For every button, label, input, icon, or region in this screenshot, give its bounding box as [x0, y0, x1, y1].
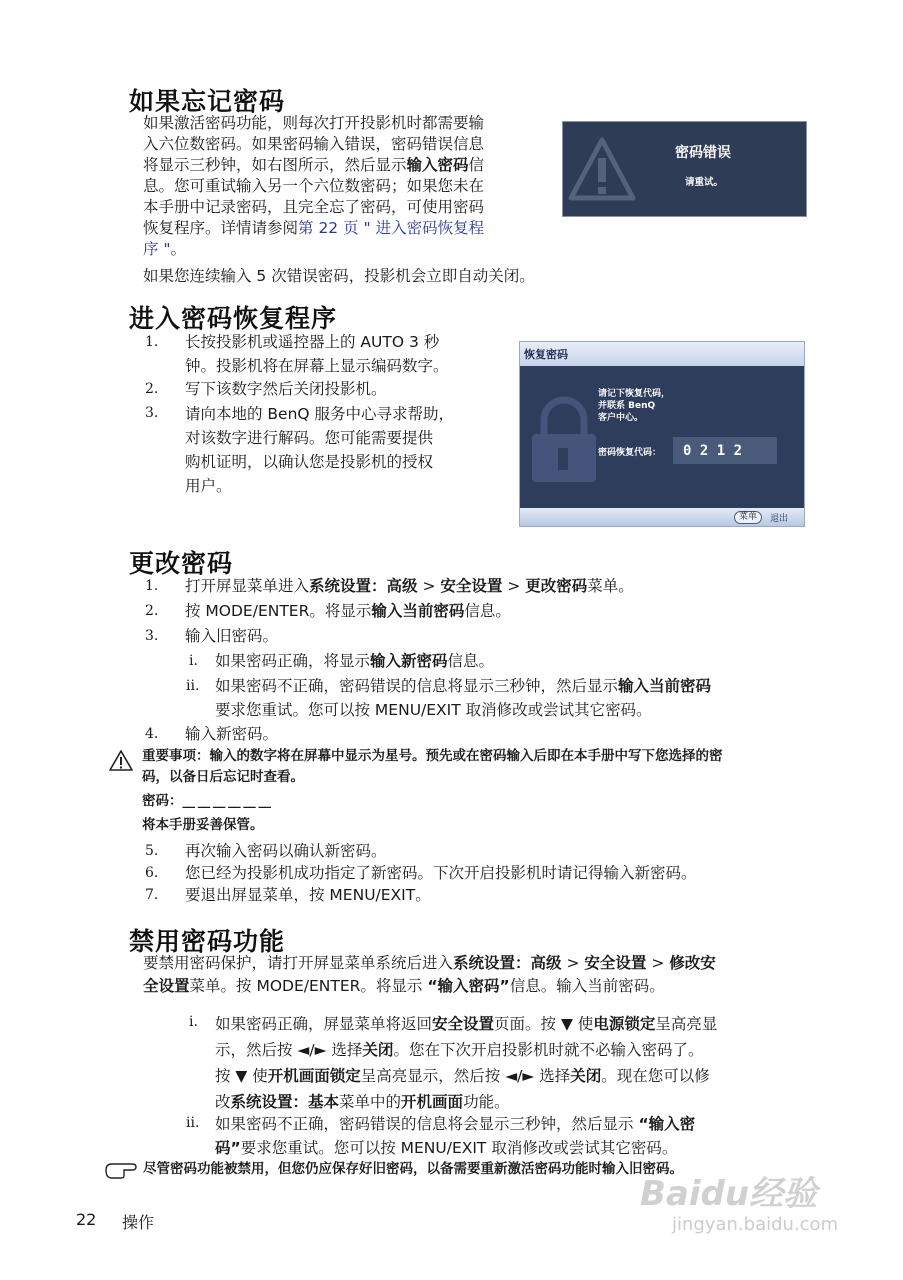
wrong-password-dialog [562, 121, 807, 217]
list-item: 如果密码不正确，密码错误的信息将显示三秒钟，然后显示输入当前密码 要求您重试。您可以按 MENU/EXIT 取消修改或尝试其它密码。 [215, 677, 712, 719]
list-number: 7. [145, 887, 159, 903]
list-number: 2. [145, 381, 159, 397]
password-record-line: 密码：__ __ __ __ __ __ [142, 793, 270, 809]
list-item: 如果密码正确，将显示输入新密码信息。 [215, 652, 495, 670]
section-heading-password-recovery: 进入密码恢复程序 [129, 304, 338, 333]
exit-label: 退出 [770, 514, 789, 524]
tip-note: 尽管密码功能被禁用，但您仍应保存好旧密码，以备需要重新激活密码功能时输入旧密码。 [143, 1161, 683, 1177]
keep-manual-note: 将本手册妥善保管。 [142, 817, 264, 833]
list-item: 写下该数字然后关闭投影机。 [185, 380, 387, 398]
warning-icon [567, 132, 637, 212]
list-item: 请向本地的 BenQ 服务中心寻求帮助， 对该数字进行解码。您可能需要提供 购机证明，以确认您是投影机的授权 用户。 [185, 405, 455, 495]
recovery-code: 0 2 1 2 [683, 443, 743, 459]
auto-shutdown-paragraph: 如果您连续输入 5 次错误密码，投影机会立即自动关闭。 [143, 267, 535, 285]
important-note: 重要事项：输入的数字将在屏幕中显示为星号。预先或在密码输入后即在本手册中写下您选择的密 码，以备日后忘记时查看。 [142, 748, 723, 785]
page-22-link[interactable]: 第 22 页 " 进入密码恢复程 [298, 219, 485, 237]
footer-section: 操作 [122, 1213, 155, 1232]
section-heading-forgot-password: 如果忘记密码 [129, 87, 286, 116]
disable-intro: 要禁用密码保护，请打开屏显菜单系统后进入系统设置：高级 > 安全设置 > 修改安 全设置菜单。按 MODE/ENTER。将显示 “输入密码”信息。输入当前密码。 [143, 954, 716, 995]
pointing-hand-icon [104, 1160, 138, 1180]
list-number: 1. [145, 334, 159, 350]
page-number: 22 [76, 1210, 97, 1229]
watermark-logo: Baidu经验 [640, 1174, 818, 1214]
list-number: 6. [145, 865, 159, 881]
list-number: 4. [145, 726, 159, 742]
list-item: 如果密码不正确，密码错误的信息将会显示三秒钟，然后显示 “输入密 码”要求您重试。您可以按 MENU/EXIT 取消修改或尝试其它密码。 [215, 1115, 696, 1157]
list-item: 您已经为投影机成功指定了新密码。下次开启投影机时请记得输入新密码。 [185, 864, 697, 882]
dialog-title: 密码错误 [675, 145, 731, 161]
list-number: ii. [186, 1115, 200, 1131]
dialog-message: 请记下恢复代码， 并联系 BenQ 客户中心。 [598, 389, 671, 423]
list-item: 长按投影机或遥控器上的 AUTO 3 秒 钟。投影机将在屏幕上显示编码数字。 [185, 333, 449, 375]
forgot-password-paragraph: 如果激活密码功能，则每次打开投影机时都需要输 入六位数密码。如果密码输入错误，密码错误信息 将显示三秒钟，如右图所示，然后显示输入密码信 息。您可重试输入另一个六位数密码；如果您未在 本手册中记录密码，且完全忘了密码，可使用密码 恢复程序。详情请参阅第 22 页 " 进入密码恢复程 序 "。 [143, 114, 485, 258]
lock-icon [526, 394, 606, 494]
list-number: 3. [145, 628, 159, 644]
watermark-url: jingyan.baidu.com [672, 1214, 839, 1235]
menu-button[interactable]: 菜单 [734, 511, 762, 524]
list-number: 2. [145, 603, 159, 619]
list-number: i. [189, 1014, 198, 1030]
list-item: 输入旧密码。 [185, 627, 279, 645]
caution-icon [108, 749, 134, 773]
list-item: 按 MODE/ENTER。将显示输入当前密码信息。 [185, 602, 511, 620]
dialog-bottombar [520, 508, 804, 526]
list-item: 再次输入密码以确认新密码。 [185, 842, 387, 860]
list-item: 打开屏显菜单进入系统设置：高级 > 安全设置 > 更改密码菜单。 [185, 577, 634, 595]
dialog-titlebar [520, 342, 804, 366]
list-number: 5. [145, 843, 159, 859]
list-number: ii. [186, 678, 200, 694]
list-number: 1. [145, 578, 159, 594]
dialog-title: 恢复密码 [524, 348, 568, 361]
list-number: i. [189, 653, 198, 669]
list-item: 输入新密码。 [185, 725, 279, 743]
section-heading-change-password: 更改密码 [129, 549, 234, 578]
dialog-message: 请重试。 [685, 177, 724, 188]
section-heading-disable-password: 禁用密码功能 [129, 927, 286, 956]
recovery-code-label: 密码恢复代码： [598, 448, 662, 458]
recover-password-dialog [519, 341, 805, 527]
list-item: 要退出屏显菜单，按 MENU/EXIT。 [185, 886, 431, 904]
list-item: 如果密码正确，屏显菜单将返回安全设置页面。按 ▼ 使电源锁定呈高亮显 示，然后按 ◄/► 选择关闭。您在下次开启投影机时就不必输入密码了。 按 ▼ 使开机画面锁定呈高亮显示，然后按 ◄/► 选择关闭。现在您可以修 改系统设置：基本菜单中的开机画面功能。 [215, 1015, 718, 1111]
recovery-code-box [673, 437, 777, 464]
list-number: 3. [145, 405, 159, 421]
